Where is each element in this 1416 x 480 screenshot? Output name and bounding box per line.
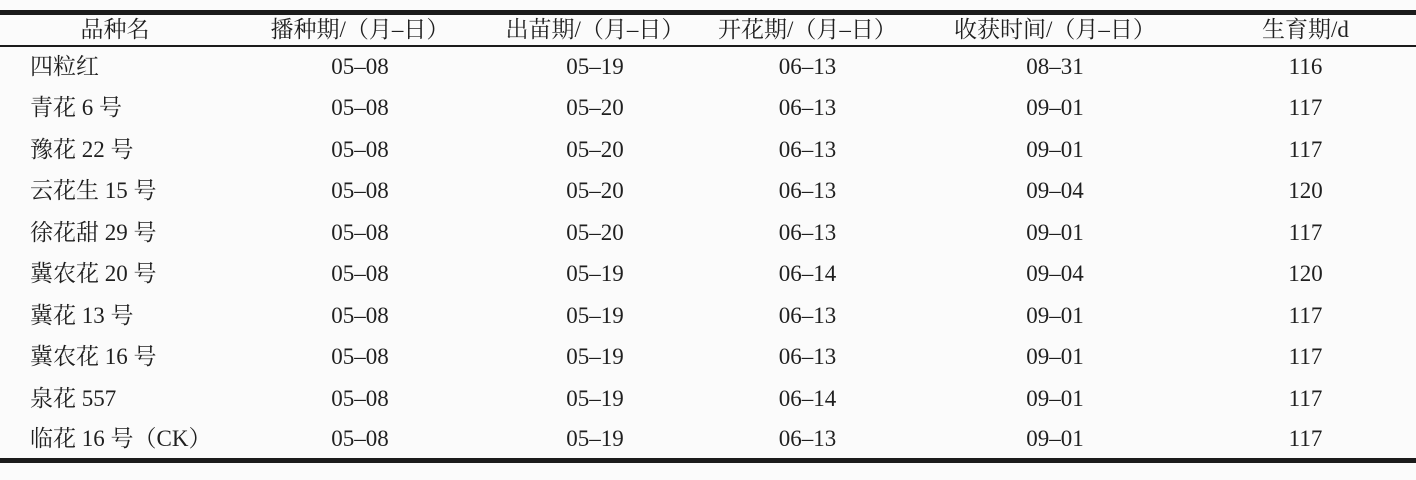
variety-name-cell: 青花 6 号	[30, 95, 122, 121]
sowing-date-cell: 05–08	[331, 178, 389, 204]
emergence-date-cell: 05–20	[566, 178, 624, 204]
variety-name-cell: 泉花 557	[30, 385, 117, 411]
sowing-date-cell: 05–08	[331, 385, 389, 411]
table-row	[0, 295, 1416, 337]
emergence-date-cell: 05–20	[566, 95, 624, 121]
flowering-date-cell: 06–13	[778, 426, 837, 451]
harvest-time-cell: 09–01	[1026, 344, 1084, 370]
emergence-date-cell: 05–19	[566, 426, 624, 451]
table-row	[0, 212, 1416, 254]
flowering-date-cell: 06–13	[778, 136, 837, 162]
emergence-date-cell: 05–19	[566, 385, 624, 411]
sowing-date-cell: 05–08	[331, 54, 389, 80]
sowing-date-cell: 05–08	[331, 344, 389, 370]
flowering-date-cell: 06–14	[778, 385, 837, 411]
growth-period-cell: 117	[1288, 219, 1323, 245]
variety-phenology-table	[0, 10, 1416, 463]
harvest-time-cell: 09–01	[1026, 385, 1084, 411]
harvest-time-cell: 09–04	[1026, 261, 1084, 287]
flowering-date-cell: 06–13	[778, 95, 837, 121]
flowering-date-cell: 06–13	[778, 219, 837, 245]
variety-name-cell: 云花生 15 号	[30, 178, 157, 204]
header-growth-period: 生育期/d	[1195, 13, 1416, 46]
growth-period-cell: 117	[1288, 302, 1323, 328]
growth-period-cell: 117	[1288, 426, 1323, 451]
harvest-time-cell: 09–01	[1026, 302, 1084, 328]
growth-period-cell: 120	[1288, 261, 1323, 287]
emergence-date-cell: 05–20	[566, 136, 624, 162]
emergence-date-cell: 05–19	[566, 54, 624, 80]
harvest-time-cell: 09–01	[1026, 136, 1084, 162]
table-row	[0, 336, 1416, 378]
table-row	[0, 419, 1416, 461]
variety-name-cell: 徐花甜 29 号	[30, 219, 157, 245]
variety-name-cell: 冀农花 16 号	[30, 344, 157, 370]
sowing-date-cell: 05–08	[331, 136, 389, 162]
sowing-date-cell: 05–08	[331, 219, 389, 245]
variety-name-cell: 冀农花 20 号	[30, 261, 157, 287]
variety-name-cell: 冀花 13 号	[30, 302, 134, 328]
sowing-date-cell: 05–08	[331, 302, 389, 328]
emergence-date-cell: 05–19	[566, 261, 624, 287]
harvest-time-cell: 09–01	[1026, 426, 1084, 451]
table-row	[0, 87, 1416, 129]
variety-name-cell: 豫花 22 号	[30, 136, 134, 162]
emergence-date-cell: 05–19	[566, 302, 624, 328]
header-row	[0, 13, 1416, 46]
header-variety-name: 品种名	[0, 13, 230, 46]
table-row	[0, 46, 1416, 88]
growth-period-cell: 117	[1288, 385, 1323, 411]
table-row	[0, 129, 1416, 171]
table-row	[0, 253, 1416, 295]
header-harvest-time: 收获时间/（月–日）	[915, 13, 1195, 46]
table-row	[0, 378, 1416, 420]
harvest-time-cell: 09–01	[1026, 95, 1084, 121]
flowering-date-cell: 06–13	[778, 344, 837, 370]
growth-period-cell: 117	[1288, 344, 1323, 370]
growth-period-cell: 116	[1288, 54, 1323, 80]
harvest-time-cell: 09–01	[1026, 219, 1084, 245]
variety-name-cell: 四粒红	[30, 54, 99, 80]
table-row	[0, 170, 1416, 212]
flowering-date-cell: 06–13	[778, 302, 837, 328]
header-emergence-date: 出苗期/（月–日）	[490, 13, 700, 46]
sowing-date-cell: 05–08	[331, 95, 389, 121]
header-sowing-date: 播种期/（月–日）	[230, 13, 490, 46]
sowing-date-cell: 05–08	[331, 261, 389, 287]
emergence-date-cell: 05–19	[566, 344, 624, 370]
flowering-date-cell: 06–13	[778, 178, 837, 204]
growth-period-cell: 120	[1288, 178, 1323, 204]
variety-name-cell: 临花 16 号（CK）	[30, 426, 212, 451]
harvest-time-cell: 08–31	[1026, 54, 1084, 80]
sowing-date-cell: 05–08	[331, 426, 389, 451]
flowering-date-cell: 06–14	[778, 261, 837, 287]
emergence-date-cell: 05–20	[566, 219, 624, 245]
harvest-time-cell: 09–04	[1026, 178, 1084, 204]
growth-period-cell: 117	[1288, 95, 1323, 121]
header-flowering-date: 开花期/（月–日）	[700, 13, 915, 46]
growth-period-cell: 117	[1288, 136, 1323, 162]
flowering-date-cell: 06–13	[778, 54, 837, 80]
